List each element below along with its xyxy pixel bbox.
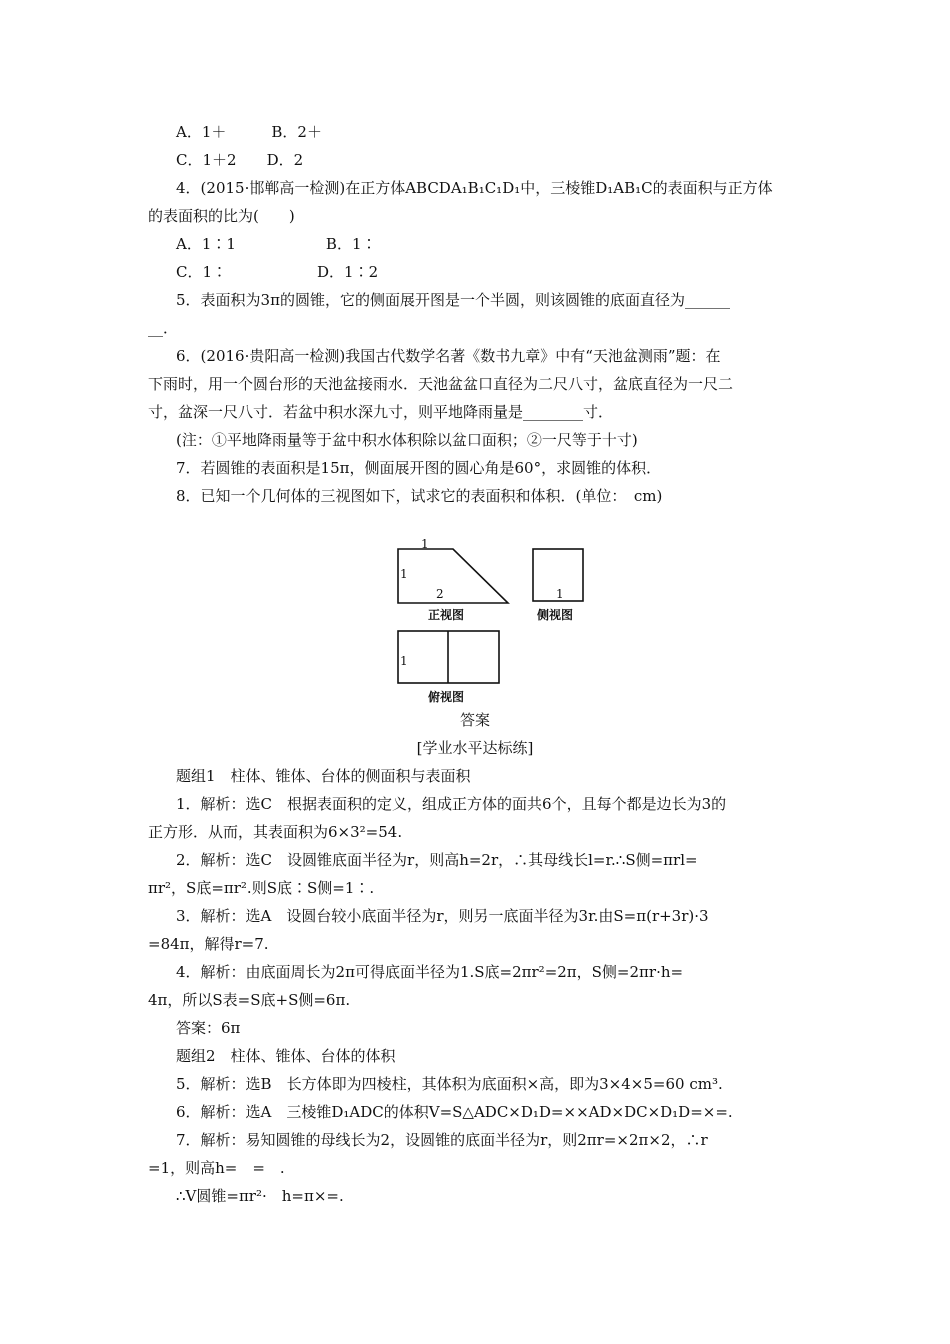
front-left-dimension: 1 [400, 567, 408, 581]
group-heading: 题组2 柱体、锥体、台体的体积 [176, 1047, 396, 1065]
problem-line: 的表面积的比为( ) [148, 207, 295, 225]
problem-line: 下雨时，用一个圆台形的天池盆接雨水．天池盆盆口直径为二尺八寸，盆底直径为一尺二 [148, 375, 734, 393]
answer-line: 3．解析：选A 设圆台较小底面半径为r，则另一底面半径为3r.由S=π(r+3r)·3 [176, 907, 709, 925]
answer-line: 正方形．从而，其表面积为6×3²=54. [148, 823, 403, 841]
option-line: A．1∶1 B．1∶ [176, 235, 377, 253]
problem-line: 寸，盆深一尺八寸．若盆中积水深九寸，则平地降雨量是________寸． [148, 403, 614, 421]
answer-line: 4π，所以S表=S底+S侧=6π. [148, 991, 351, 1009]
front-view-label: 正视图 [428, 608, 465, 622]
side-view-label: 侧视图 [537, 608, 574, 622]
answer-line: 4．解析：由底面周长为2π可得底面半径为1.S底=2πr²=2π，S侧=2πr·h= [176, 963, 684, 981]
answers-title: 答案 [459, 711, 490, 729]
top-dimension: 1 [400, 654, 408, 668]
problem-line: 4．(2015·邯郸高一检测)在正方体ABCDA₁B₁C₁D₁中，三棱锥D₁AB₁C的表面积与正方体 [176, 179, 773, 197]
answer-line: 答案：6π [176, 1019, 241, 1037]
answer-line: 5．解析：选B 长方体即为四棱柱，其体积为底面积×高，即为3×4×5=60 cm³. [176, 1075, 723, 1093]
front-top-dimension: 1 [421, 537, 429, 551]
top-view-label: 俯视图 [428, 690, 465, 704]
answers-subtitle: [学业水平达标练] [416, 739, 534, 757]
problem-line: __． [148, 319, 179, 337]
answer-line: 1．解析：选C 根据表面积的定义，组成正方体的面共6个，且每个都是边长为3的 [176, 795, 727, 813]
problem-line: 7．若圆锥的表面积是15π，侧面展开图的圆心角是60°，求圆锥的体积． [176, 459, 662, 477]
problem-line: 8．已知一个几何体的三视图如下，试求它的表面积和体积．(单位： cm) [176, 487, 663, 505]
answer-line: πr²，S底=πr².则S底∶S侧=1∶. [148, 879, 375, 897]
answer-line: 2．解析：选C 设圆锥底面半径为r，则高h=2r，∴其母线长l=r.∴S侧=πrl= [176, 851, 698, 869]
front-view-shape [398, 549, 508, 603]
group-heading: 题组1 柱体、锥体、台体的侧面积与表面积 [176, 767, 471, 785]
option-line: C．1＋2 D．2 [176, 151, 304, 169]
answer-line: 7．解析：易知圆锥的母线长为2，设圆锥的底面半径为r，则2πr=×2π×2，∴r [176, 1131, 708, 1149]
problem-line: 5．表面积为3π的圆锥，它的侧面展开图是一个半圆，则该圆锥的底面直径为______ [176, 291, 730, 309]
answer-line: 6．解析：选A 三棱锥D₁ADC的体积V=S△ADC×D₁D=××AD×DC×D₁D=×=. [176, 1103, 733, 1121]
front-bottom-dimension: 2 [436, 587, 444, 601]
problem-line: 6．(2016·贵阳高一检测)我国古代数学名著《数书九章》中有“天池盆测雨”题：在 [176, 347, 721, 365]
side-dimension: 1 [556, 587, 564, 601]
option-line: C．1∶ D．1∶2 [176, 263, 379, 281]
answer-line: ∴V圆锥=πr²· h=π×=. [176, 1187, 344, 1205]
note-line: (注：①平地降雨量等于盆中积水体积除以盆口面积；②一尺等于十寸) [176, 431, 638, 449]
answer-line: =1，则高h= = . [148, 1159, 285, 1177]
option-line: A．1＋ B．2＋ [176, 123, 322, 141]
answer-line: =84π，解得r=7. [148, 935, 269, 953]
